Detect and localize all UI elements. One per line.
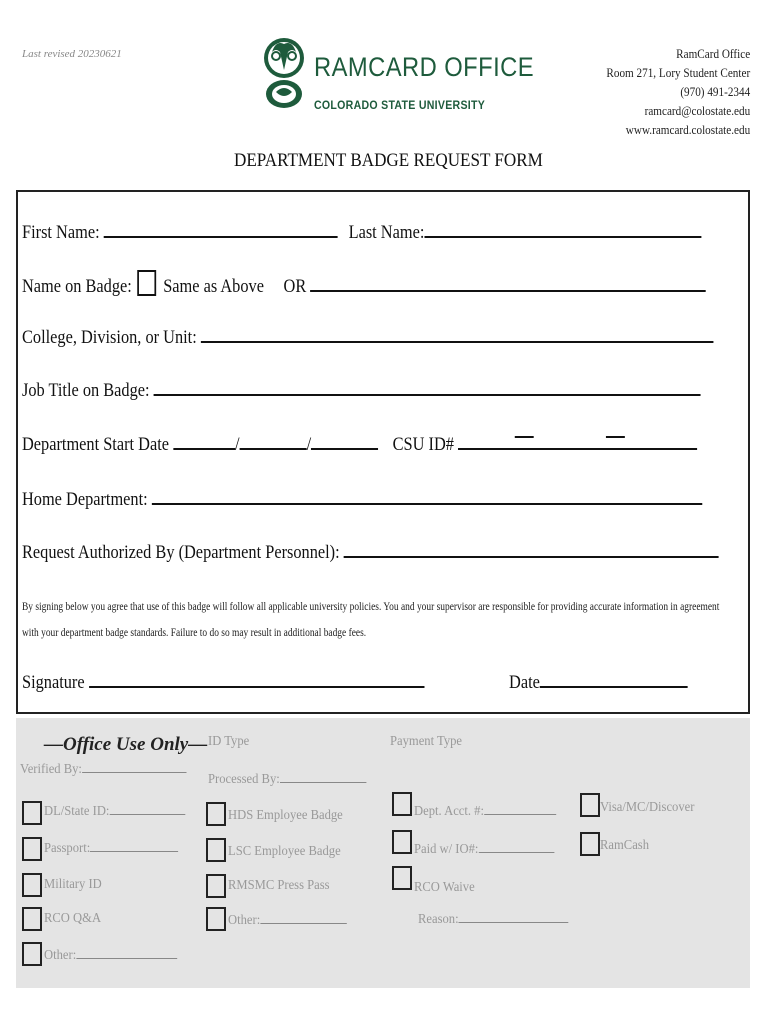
job-title-row	[22, 378, 701, 402]
id-other-checkbox[interactable]	[22, 942, 42, 966]
last-name-label: Last Name:	[348, 222, 425, 243]
signature-row	[22, 670, 688, 694]
rmsmc-press-label: RMSMC Press Pass	[228, 878, 330, 893]
brand-name: RAMCARD OFFICE	[314, 52, 534, 82]
date-field[interactable]	[540, 670, 688, 688]
rco-waive-label: RCO Waive	[414, 880, 475, 895]
dl-state-id-label: DL/State ID:	[44, 804, 110, 819]
name-row	[22, 220, 701, 244]
visa-mc-label: Visa/MC/Discover	[600, 800, 695, 815]
paid-io-label: Paid w/ IO#:	[414, 842, 479, 857]
brand-subtitle: COLORADO STATE UNIVERSITY	[314, 100, 486, 112]
dept-acct	[414, 804, 556, 820]
csu-id-label: CSU ID#	[392, 434, 454, 455]
payment-type-label: Payment Type	[390, 734, 463, 749]
dl-state-id-checkbox[interactable]	[22, 801, 42, 825]
csu-id-field[interactable]	[458, 432, 697, 450]
start-day-field[interactable]	[240, 432, 307, 450]
disclaimer-line-1: By signing below you agree that use of this badge will follow all applicable university policies. You and your supervisor are responsible for providing accurate information in agreement	[22, 601, 720, 613]
dept-acct-checkbox[interactable]	[392, 792, 412, 816]
processed-by-field[interactable]	[280, 772, 366, 783]
military-id-label: Military ID	[44, 877, 102, 892]
ramcash-label: RamCash	[600, 838, 650, 853]
passport-label: Passport:	[44, 841, 91, 856]
contact-office: RamCard Office	[675, 46, 750, 61]
contact-email: ramcard@colostate.edu	[644, 103, 750, 118]
contact-website: www.ramcard.colostate.edu	[625, 122, 750, 137]
id-other-field[interactable]	[76, 948, 177, 959]
date-slash-1: /	[235, 434, 240, 455]
last-name-field[interactable]	[424, 220, 701, 238]
verified-by-label: Verified By:	[20, 762, 82, 777]
date-slash-2: /	[306, 434, 312, 455]
rco-waive-checkbox[interactable]	[392, 866, 412, 890]
id-other	[44, 948, 177, 964]
same-as-above-checkbox[interactable]	[138, 270, 157, 296]
lsc-badge-label: LSC Employee Badge	[228, 844, 341, 859]
passport	[44, 841, 178, 857]
badge-other	[228, 913, 347, 929]
id-type-label: ID Type	[208, 734, 250, 749]
office-use-title: —Office Use Only—	[44, 734, 208, 755]
dept-acct-label: Dept. Acct. #:	[414, 804, 484, 819]
first-name-label: First Name:	[22, 222, 100, 243]
dept-acct-field[interactable]	[484, 804, 556, 815]
college-label: College, Division, or Unit:	[22, 327, 197, 348]
start-date-row	[22, 432, 697, 456]
authorized-row	[22, 540, 719, 564]
home-department-row	[22, 487, 702, 511]
badge-other-label: Other:	[228, 913, 261, 928]
home-department-label: Home Department:	[22, 489, 148, 510]
reason-label: Reason:	[418, 912, 459, 927]
signature-field[interactable]	[89, 670, 424, 688]
paid-io-checkbox[interactable]	[392, 830, 412, 854]
passport-checkbox[interactable]	[22, 837, 42, 861]
college-field[interactable]	[201, 325, 714, 343]
visa-mc-checkbox[interactable]	[580, 793, 600, 817]
form-title: DEPARTMENT BADGE REQUEST FORM	[234, 150, 543, 171]
signature-label: Signature	[22, 672, 85, 693]
badge-other-field[interactable]	[260, 913, 346, 924]
job-title-label: Job Title on Badge:	[22, 380, 150, 401]
date-label: Date	[509, 672, 540, 693]
ram-logo-icon	[262, 26, 306, 110]
reason	[418, 912, 568, 928]
paid-io-field[interactable]	[478, 842, 554, 853]
name-on-badge-label: Name on Badge:	[22, 276, 132, 297]
rco-qa-label: RCO Q&A	[44, 911, 102, 926]
start-date-label: Department Start Date	[22, 434, 170, 455]
badge-other-checkbox[interactable]	[206, 907, 226, 931]
csu-id-dash-2	[606, 426, 625, 438]
rmsmc-press-checkbox[interactable]	[206, 874, 226, 898]
hds-badge-checkbox[interactable]	[206, 802, 226, 826]
home-department-field[interactable]	[152, 487, 702, 505]
processed-by-label: Processed By:	[208, 772, 280, 787]
paid-io	[414, 842, 554, 858]
dl-state-id	[44, 804, 185, 820]
authorized-by-field[interactable]	[344, 540, 719, 558]
badge-name-row	[22, 270, 706, 298]
processed-by	[208, 772, 366, 788]
verified-by-field[interactable]	[82, 762, 186, 773]
reason-field[interactable]	[459, 912, 569, 923]
contact-block	[606, 44, 750, 139]
start-year-field[interactable]	[311, 432, 378, 450]
contact-room: Room 271, Lory Student Center	[606, 65, 750, 80]
hds-badge-label: HDS Employee Badge	[228, 808, 343, 823]
lsc-badge-checkbox[interactable]	[206, 838, 226, 862]
csu-id-dash-1	[515, 426, 534, 438]
or-label: OR	[283, 276, 307, 297]
passport-field[interactable]	[90, 841, 178, 852]
badge-name-field[interactable]	[310, 274, 706, 292]
dl-state-id-field[interactable]	[109, 804, 185, 815]
id-other-label: Other:	[44, 948, 77, 963]
verified-by	[20, 762, 186, 778]
start-month-field[interactable]	[173, 432, 235, 450]
same-as-above-label: Same as Above	[163, 276, 264, 297]
last-revised: Last revised 20230621	[22, 48, 122, 60]
rco-qa-checkbox[interactable]	[22, 907, 42, 931]
college-row	[22, 325, 713, 349]
disclaimer-line-2: with your department badge standards. Failure to do so may result in additional badge fees.	[22, 627, 367, 639]
authorized-by-label: Request Authorized By (Department Personnel):	[22, 542, 340, 563]
job-title-field[interactable]	[154, 378, 701, 396]
contact-phone: (970) 491-2344	[680, 84, 750, 99]
military-id-checkbox[interactable]	[22, 873, 42, 897]
ramcash-checkbox[interactable]	[580, 832, 600, 856]
first-name-field[interactable]	[104, 220, 338, 238]
